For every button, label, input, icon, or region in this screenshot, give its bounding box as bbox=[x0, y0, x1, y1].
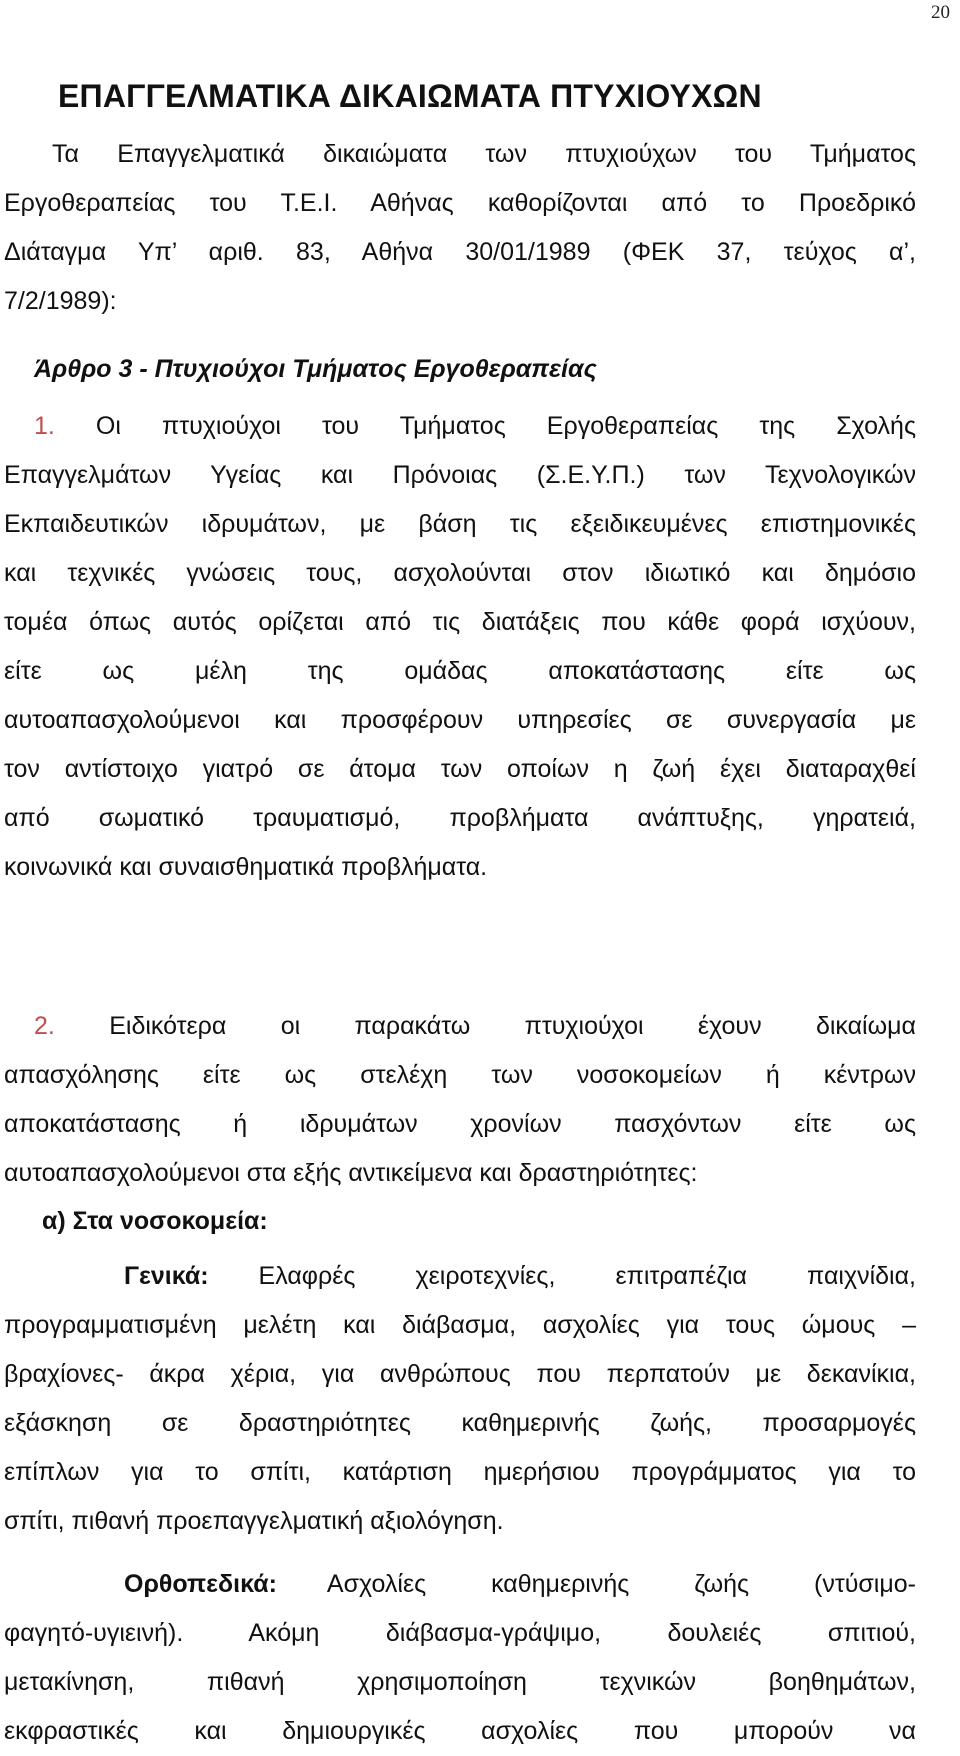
text-line: προγραμματισμένη μελέτη και διάβασμα, ασχολίες για τους ώμους – bbox=[4, 1311, 916, 1339]
subsection-heading: α) Στα νοσοκομεία: bbox=[42, 1207, 268, 1235]
text-line bbox=[4, 1560, 916, 1609]
item-1-paragraph bbox=[4, 402, 916, 892]
text-line: απασχόλησης είτε ως στελέχη των νοσοκομείων ή κέντρων bbox=[4, 1061, 916, 1089]
general-label: Γενικά: bbox=[124, 1262, 209, 1290]
text-line: Εργοθεραπείας του Τ.Ε.Ι. Αθήνας καθορίζονται από το Προεδρικό bbox=[4, 189, 916, 217]
page-title: ΕΠΑΓΓΕΛΜΑΤΙΚΑ ΔΙΚΑΙΩΜΑΤΑ ΠΤΥΧΙΟΥΧΩΝ bbox=[58, 78, 762, 114]
text-line: εκφραστικές και δημιουργικές ασχολίες που μπορούν να bbox=[4, 1717, 916, 1745]
text-line: από σωματικό τραυματισμό, προβλήματα ανάπτυξης, γηρατειά, bbox=[4, 804, 916, 832]
text-line: εξάσκηση σε δραστηριότητες καθημερινής ζωής, προσαρμογές bbox=[4, 1409, 916, 1437]
text-line: Επαγγελμάτων Υγείας και Πρόνοιας (Σ.Ε.Υ.Π.) των Τεχνολογικών bbox=[4, 461, 916, 489]
item-2-paragraph bbox=[4, 1002, 916, 1198]
text-line: φαγητό-υγιεινή). Ακόμη διάβασμα-γράψιμο, δουλειές σπιτιού, bbox=[4, 1619, 916, 1647]
text-line: τον αντίστοιχο γιατρό σε άτομα των οποίων η ζωή έχει διαταραχθεί bbox=[4, 755, 916, 783]
text-line: αποκατάστασης ή ιδρυμάτων χρονίων πασχόντων είτε ως bbox=[4, 1110, 916, 1138]
text-line: Διάταγμα Υπ’ αριθ. 83, Αθήνα 30/01/1989 (ΦΕΚ 37, τεύχος α’, bbox=[4, 238, 916, 266]
general-paragraph bbox=[4, 1252, 916, 1546]
text-line bbox=[4, 1252, 916, 1301]
item-text: Ειδικότερα οι παρακάτω πτυχιούχοι έχουν δικαίωμα bbox=[54, 1012, 916, 1040]
text-line: τομέα όπως αυτός ορίζεται από τις διατάξεις που κάθε φορά ισχύουν, bbox=[4, 608, 916, 636]
text-line: βραχίονες- άκρα χέρια, για ανθρώπους που περπατούν με δεκανίκια, bbox=[4, 1360, 916, 1388]
item-text: Οι πτυχιούχοι του Τμήματος Εργοθεραπείας της Σχολής bbox=[54, 412, 916, 440]
page-number: 20 bbox=[931, 2, 950, 23]
item-number: 1. bbox=[34, 412, 55, 440]
text-line: κοινωνικά και συναισθηματικά προβλήματα. bbox=[4, 853, 488, 881]
text-line bbox=[4, 1002, 916, 1051]
item-text: Ελαφρές χειροτεχνίες, επιτραπέζια παιχνίδια, bbox=[258, 1262, 916, 1290]
text-line: αυτοαπασχολούμενοι στα εξής αντικείμενα και δραστηριότητες: bbox=[4, 1159, 698, 1187]
text-line: αυτοαπασχολούμενοι και προσφέρουν υπηρεσίες σε συνεργασία με bbox=[4, 706, 916, 734]
intro-paragraph bbox=[4, 130, 916, 326]
item-number: 2. bbox=[34, 1012, 55, 1040]
text-line bbox=[4, 402, 916, 451]
text-line: Τα Επαγγελματικά δικαιώματα των πτυχιούχων του Τμήματος bbox=[52, 140, 916, 168]
item-text: Ασχολίες καθημερινής ζωής (ντύσιμο- bbox=[326, 1570, 916, 1598]
orthopedic-paragraph bbox=[4, 1560, 916, 1756]
text-line: Εκπαιδευτικών ιδρυμάτων, με βάση τις εξειδικευμένες επιστημονικές bbox=[4, 510, 916, 538]
text-line: σπίτι, πιθανή προεπαγγελματική αξιολόγηση. bbox=[4, 1507, 504, 1535]
text-line: επίπλων για το σπίτι, κατάρτιση ημερήσιου προγράμματος για το bbox=[4, 1458, 916, 1486]
text-line: 7/2/1989): bbox=[4, 287, 117, 315]
text-line: και τεχνικές γνώσεις τους, ασχολούνται στον ιδιωτικό και δημόσιο bbox=[4, 559, 916, 587]
orthopedic-label: Ορθοπεδικά: bbox=[124, 1570, 277, 1598]
article-heading: Άρθρο 3 - Πτυχιούχοι Τμήματος Εργοθεραπείας bbox=[34, 355, 597, 383]
text-line: μετακίνηση, πιθανή χρησιμοποίηση τεχνικών βοηθημάτων, bbox=[4, 1668, 916, 1696]
text-line: είτε ως μέλη της ομάδας αποκατάστασης είτε ως bbox=[4, 657, 916, 685]
